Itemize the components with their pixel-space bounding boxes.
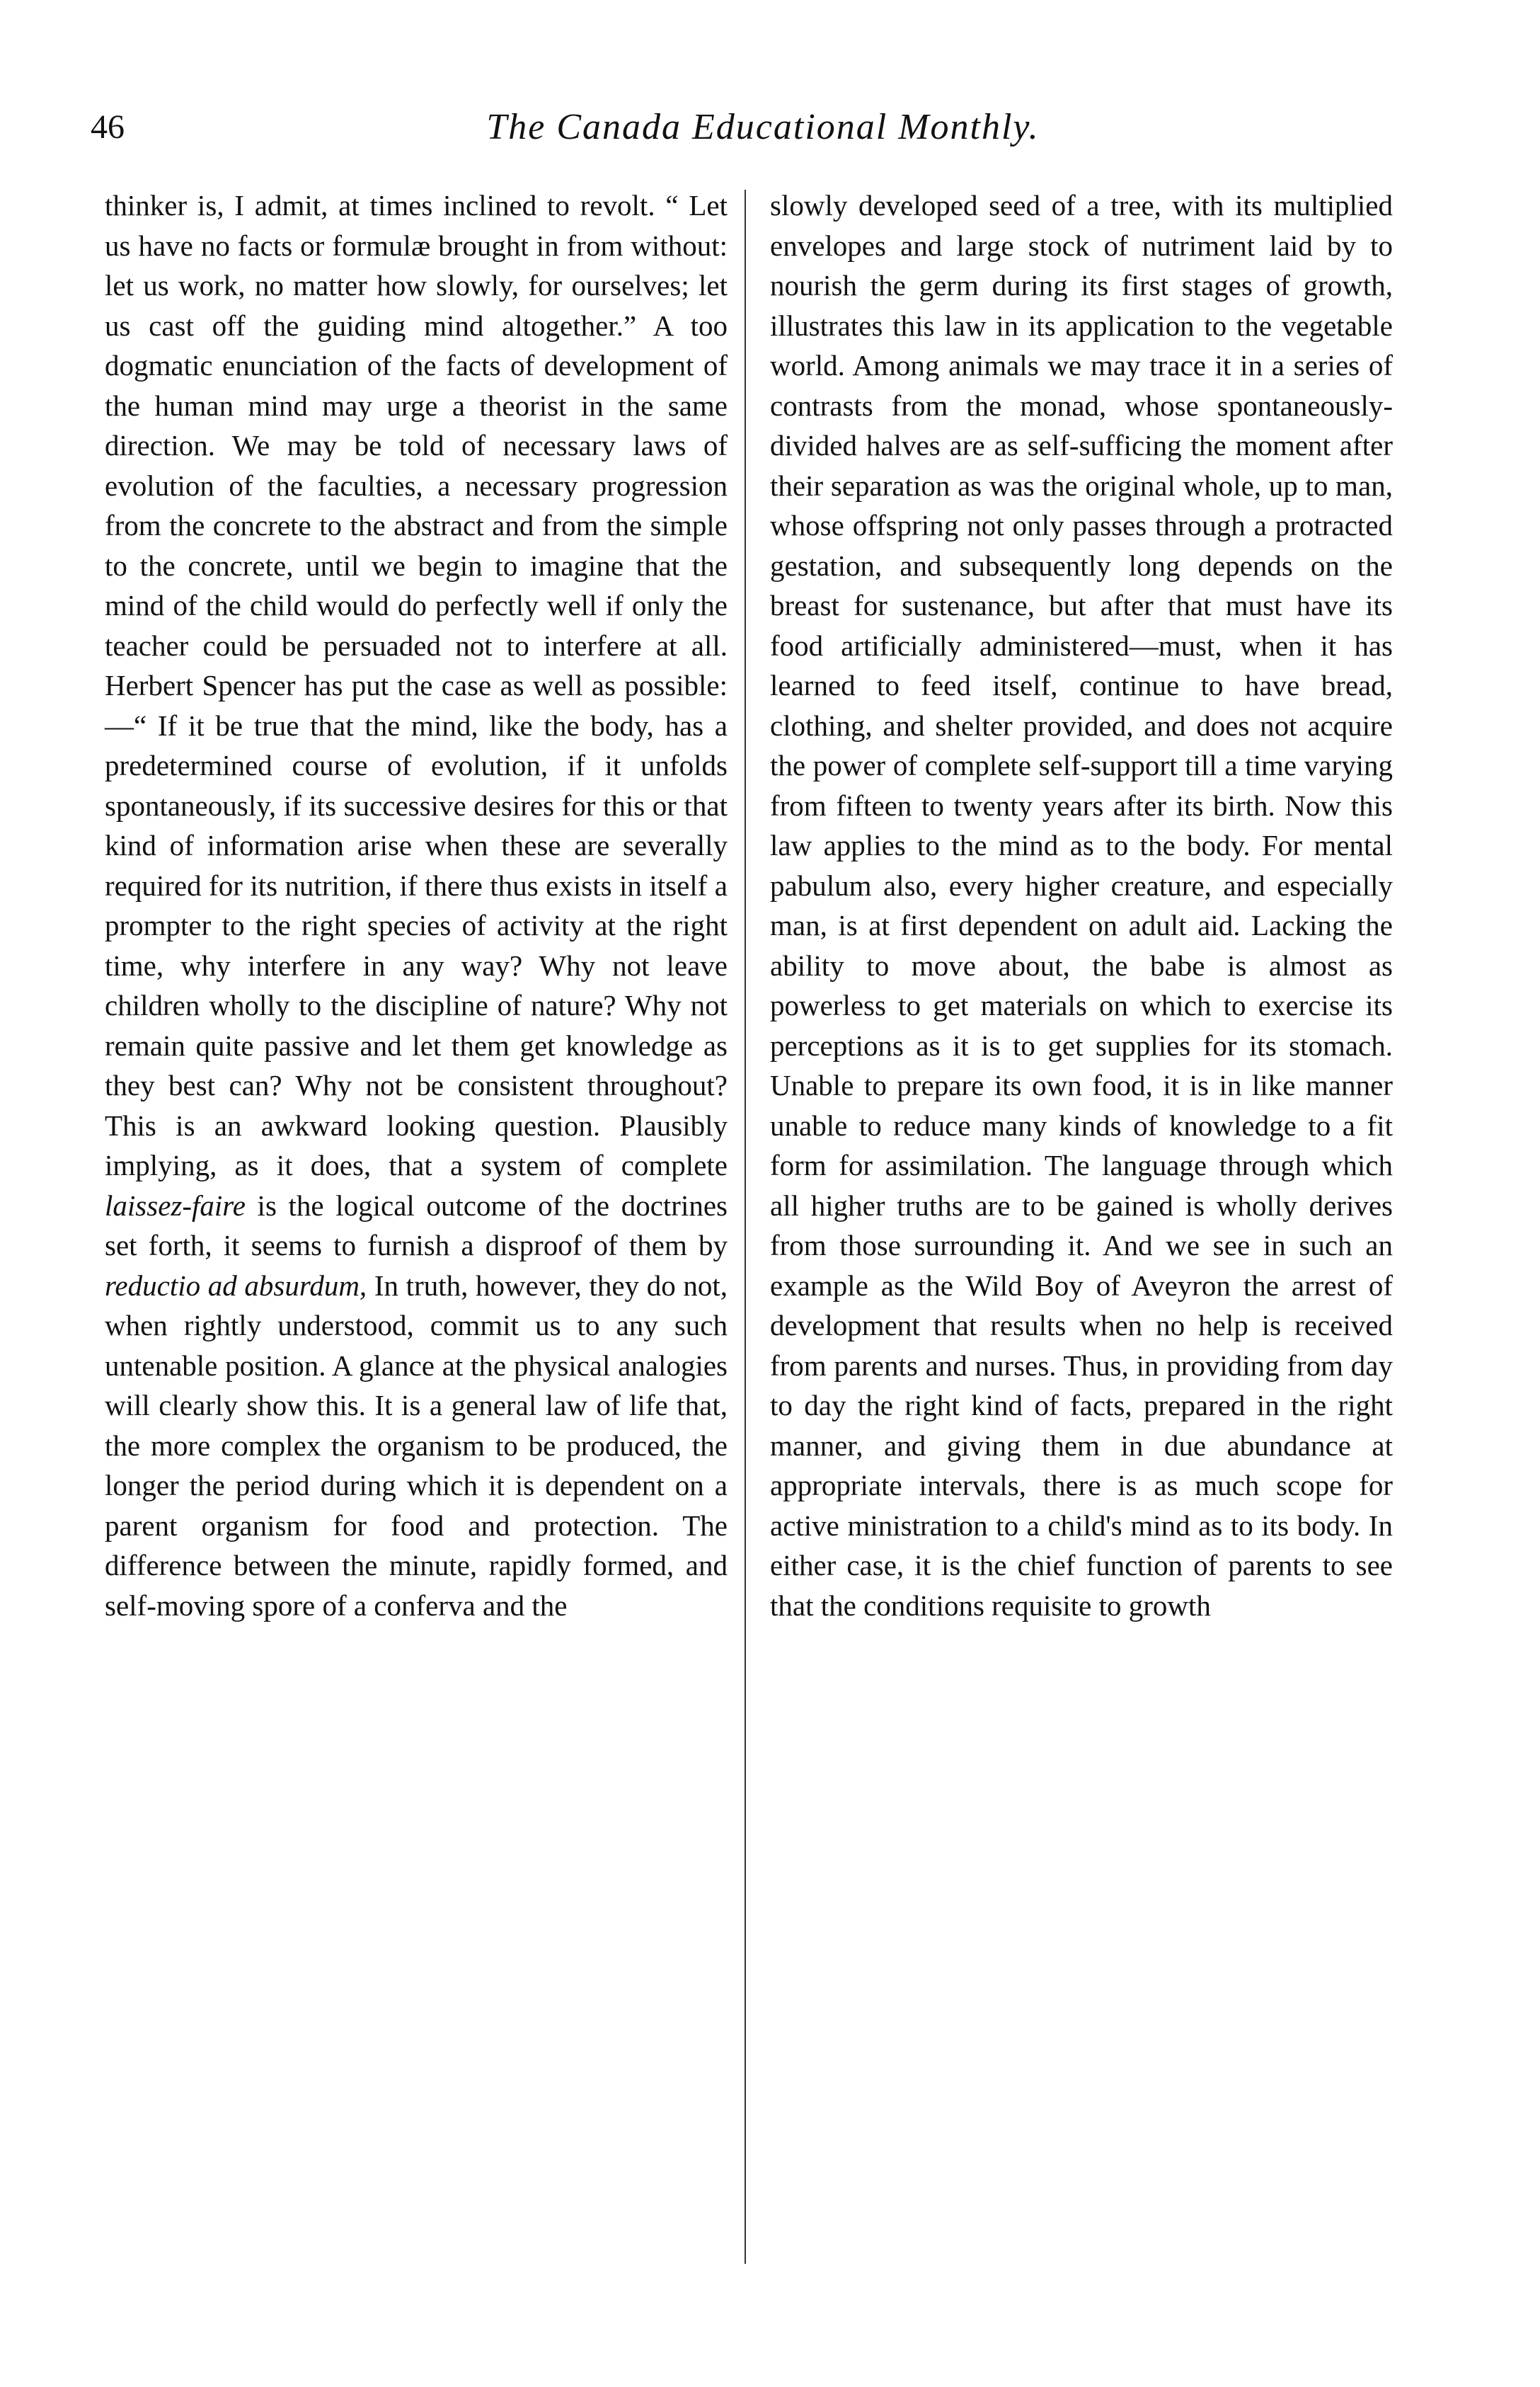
right-column-paragraph: slowly developed seed of a tree, with its multiplied envelopes and large stock of nutriment laid by to nourish the germ during its first stages of growth, illustrates this law in its application to the vegetable world. Among animals we may trace it in a series of contrasts from the monad, whose spontaneously-divided halves are as self-sufficing the moment after their separation as was the original whole, up to man, whose offspring not only passes through a protracted gestation, and subsequently long depends on the breast for sustenance, but after that must have its food artificially administered—must, when it has learned to feed itself, continue to have bread, clothing, and shelter provided, and does not acquire the power of complete self-support till a time varying from fifteen to twenty years after its birth. Now this law applies to the mind as to the body. For mental pabulum also, every higher creature, and especially man, is at first dependent on adult aid. Lacking the ability to move about, the babe is almost as powerless to get materials on which to exercise its perceptions as it is to get supplies for its stomach. Unable to prepare its own food, it is in like manner unable to reduce many kinds of knowledge to a fit form for assimilation. The language through which all higher truths are to be gained is wholly derives from those surrounding it. And we see in such an example as the Wild Boy of Aveyron the arrest of development that results when no help is received from parents and nurses. Thus, in providing from day to day the right kind of facts, prepared in the right manner, and giving them in due abundance at appropriate intervals, there is as much scope for active ministration to a child's mind as to its body. In either case, it is the chief function of parents to see that the conditions requisite to growth	[770, 189, 1393, 1622]
page-number: 46	[91, 108, 125, 146]
column-divider	[745, 190, 746, 2264]
left-text-part-3: In truth, however, they do not, when rightly understood, commit us to any such untenable position. A glance at the physical analogies will clearly show this. It is a general law of life that, the more complex the organism to be produced, the longer the period during which it is dependent on a parent organism for food and protection. The difference between the minute, rapidly formed, and self-moving spore of a conferva and the	[105, 1269, 728, 1622]
page-header	[91, 99, 1435, 156]
left-column	[105, 185, 728, 1625]
running-title: The Canada Educational Monthly.	[486, 107, 1040, 147]
left-text-part-2: is the logical outcome of the doctrines set forth, it seems to furnish a disproof of them by	[105, 1189, 728, 1261]
left-column-paragraph	[105, 185, 728, 1625]
right-column	[770, 185, 1393, 1625]
italic-laissez-faire: laissez-faire	[105, 1189, 246, 1222]
left-text-part-1: thinker is, I admit, at times inclined to revolt. “ Let us have no facts or formulæ brought in from without: let us work, no matter how slowly, for ourselves; let us cast off the guiding mind altogether.” A too dogmatic enunciation of the facts of development of the human mind may urge a theorist in the same direction. We may be told of necessary laws of evolution of the faculties, a necessary progression from the concrete to the abstract and from the simple to the concrete, until we begin to imagine that the mind of the child would do perfectly well if only the teacher could be persuaded not to interfere at all. Herbert Spencer has put the case as well as possible:—“ If it be true that the mind, like the body, has a predetermined course of evolution, if it unfolds spontaneously, if its successive desires for this or that kind of information arise when these are severally required for its nutrition, if there thus exists in itself a prompter to the right species of activity at the right time, why interfere in any way? Why not leave children wholly to the discipline of nature? Why not remain quite passive and let them get knowledge as they best can? Why not be consistent throughout? This is an awkward looking question. Plausibly implying, as it does, that a system of complete	[105, 189, 728, 1181]
italic-reductio: reductio ad absurdum,	[105, 1269, 367, 1302]
